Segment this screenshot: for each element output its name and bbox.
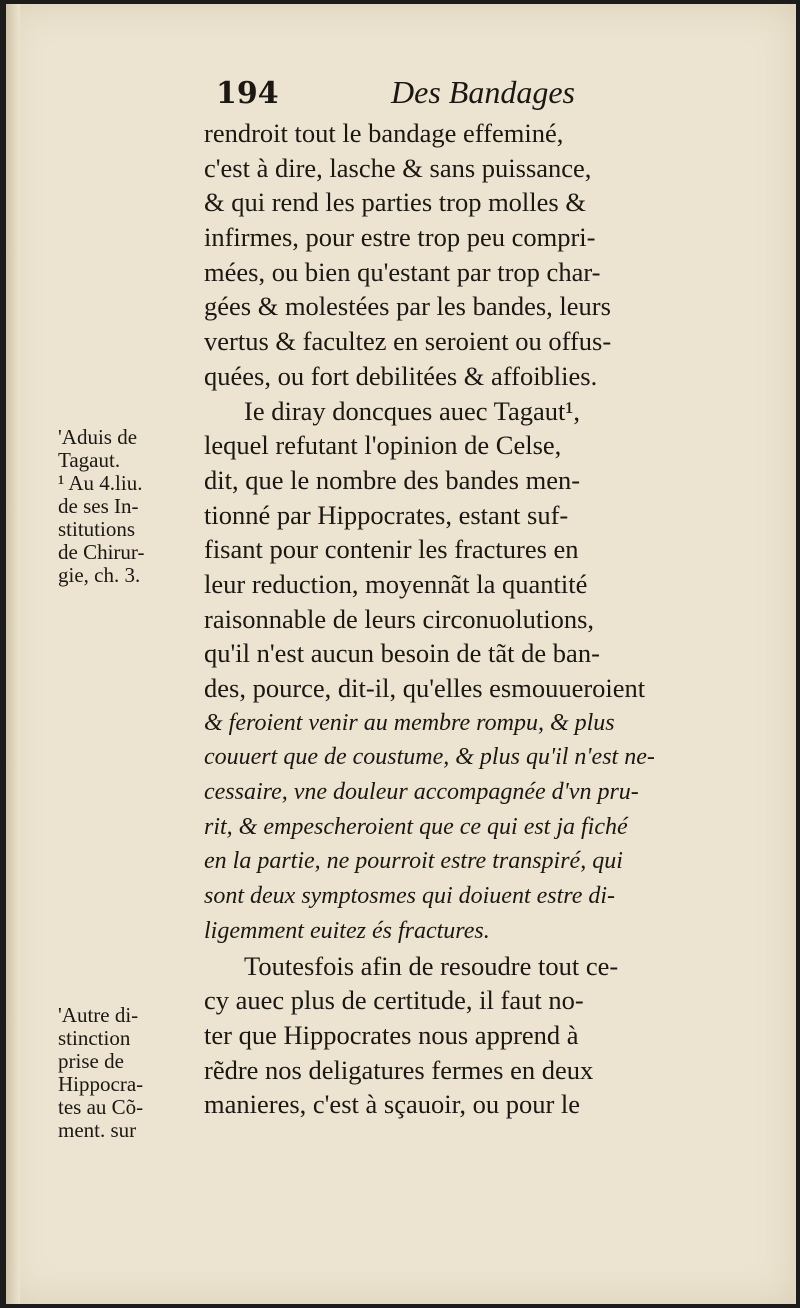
margin-note-line: prise de: [58, 1049, 124, 1073]
page-header: [216, 74, 696, 118]
margin-note-line: Tagaut.: [58, 448, 121, 472]
text-line: c'est à dire, lasche & sans puissance,: [204, 152, 592, 183]
text-line: qu'il n'est aucun besoin de tãt de ban-: [204, 638, 600, 669]
margin-note-line: stinction: [58, 1026, 131, 1050]
text-line: raisonnable de leurs circonuolutions,: [204, 603, 595, 634]
page-number: 194: [216, 76, 279, 111]
text-line-italic: couuert que de coustume, & plus qu'il n'est ne-: [204, 744, 655, 771]
text-line: vertus & facultez en seroient ou offus-: [204, 326, 612, 357]
text-line: des, pource, dit-il, qu'elles esmouueroient: [204, 673, 646, 703]
margin-note-line: 'Autre di-: [58, 1003, 139, 1027]
text-line: fisant pour contenir les fractures en: [204, 534, 579, 565]
text-line-italic: ligemment euitez és fractures.: [204, 917, 490, 944]
text-line: & qui rend les parties trop molles &: [204, 187, 586, 218]
text-line-italic: cessaire, vne douleur accompagnée d'vn pru-: [204, 779, 639, 806]
book-page: [6, 4, 796, 1304]
text-line: Toutesfois afin de resoudre tout ce-: [244, 950, 619, 981]
text-line: tionné par Hippocrates, estant suf-: [204, 499, 569, 530]
text-line: mées, ou bien qu'estant par trop char-: [204, 256, 601, 287]
text-line-italic: sont deux symptosmes qui doiuent estre di-: [204, 883, 616, 910]
margin-note-line: 'Aduis de: [58, 425, 138, 449]
margin-note-tagaut: [58, 426, 208, 587]
text-line: cy auec plus de certitude, il faut no-: [204, 985, 584, 1016]
text-line-italic: rit, & empescheroient que ce qui est ja fiché: [204, 813, 628, 840]
text-line: quées, ou fort debilitées & affoiblies.: [204, 360, 598, 391]
text-line-italic: & feroient venir au membre rompu, & plus: [204, 709, 615, 736]
text-line: dit, que le nombre des bandes men-: [204, 464, 581, 495]
text-line: manieres, c'est à sçauoir, ou pour le: [204, 1089, 581, 1120]
margin-note-line: ¹ Au 4.liu.: [58, 471, 143, 495]
text-line: rendroit tout le bandage effeminé,: [204, 118, 564, 148]
page-gutter-shadow: [6, 4, 20, 1304]
margin-note-line: de ses In-: [58, 494, 139, 518]
margin-note-line: Hippocra-: [58, 1072, 144, 1096]
text-line: lequel refutant l'opinion de Celse,: [204, 430, 562, 461]
text-line-italic: en la partie, ne pourroit estre transpiré, qui: [204, 848, 623, 875]
text-line: leur reduction, moyennãt la quantité: [204, 568, 588, 599]
margin-note-line: de Chirur-: [58, 540, 145, 564]
margin-note-line: gie, ch. 3.: [58, 563, 141, 587]
text-line: Ie diray doncques auec Tagaut¹,: [244, 395, 580, 426]
margin-note-line: tes au Cõ-: [58, 1095, 144, 1119]
text-line: ter que Hippocrates nous apprend à: [204, 1019, 579, 1050]
running-title: Des Bandages: [391, 74, 575, 110]
text-line: gées & molestées par les bandes, leurs: [204, 291, 611, 322]
text-line: rẽdre nos deligatures fermes en deux: [204, 1054, 594, 1085]
margin-note-hippocrates: [58, 1004, 208, 1142]
text-line: infirmes, pour estre trop peu compri-: [204, 222, 596, 253]
margin-note-line: ment. sur: [58, 1118, 137, 1142]
body-text: [204, 116, 764, 1122]
margin-note-line: stitutions: [58, 517, 136, 541]
